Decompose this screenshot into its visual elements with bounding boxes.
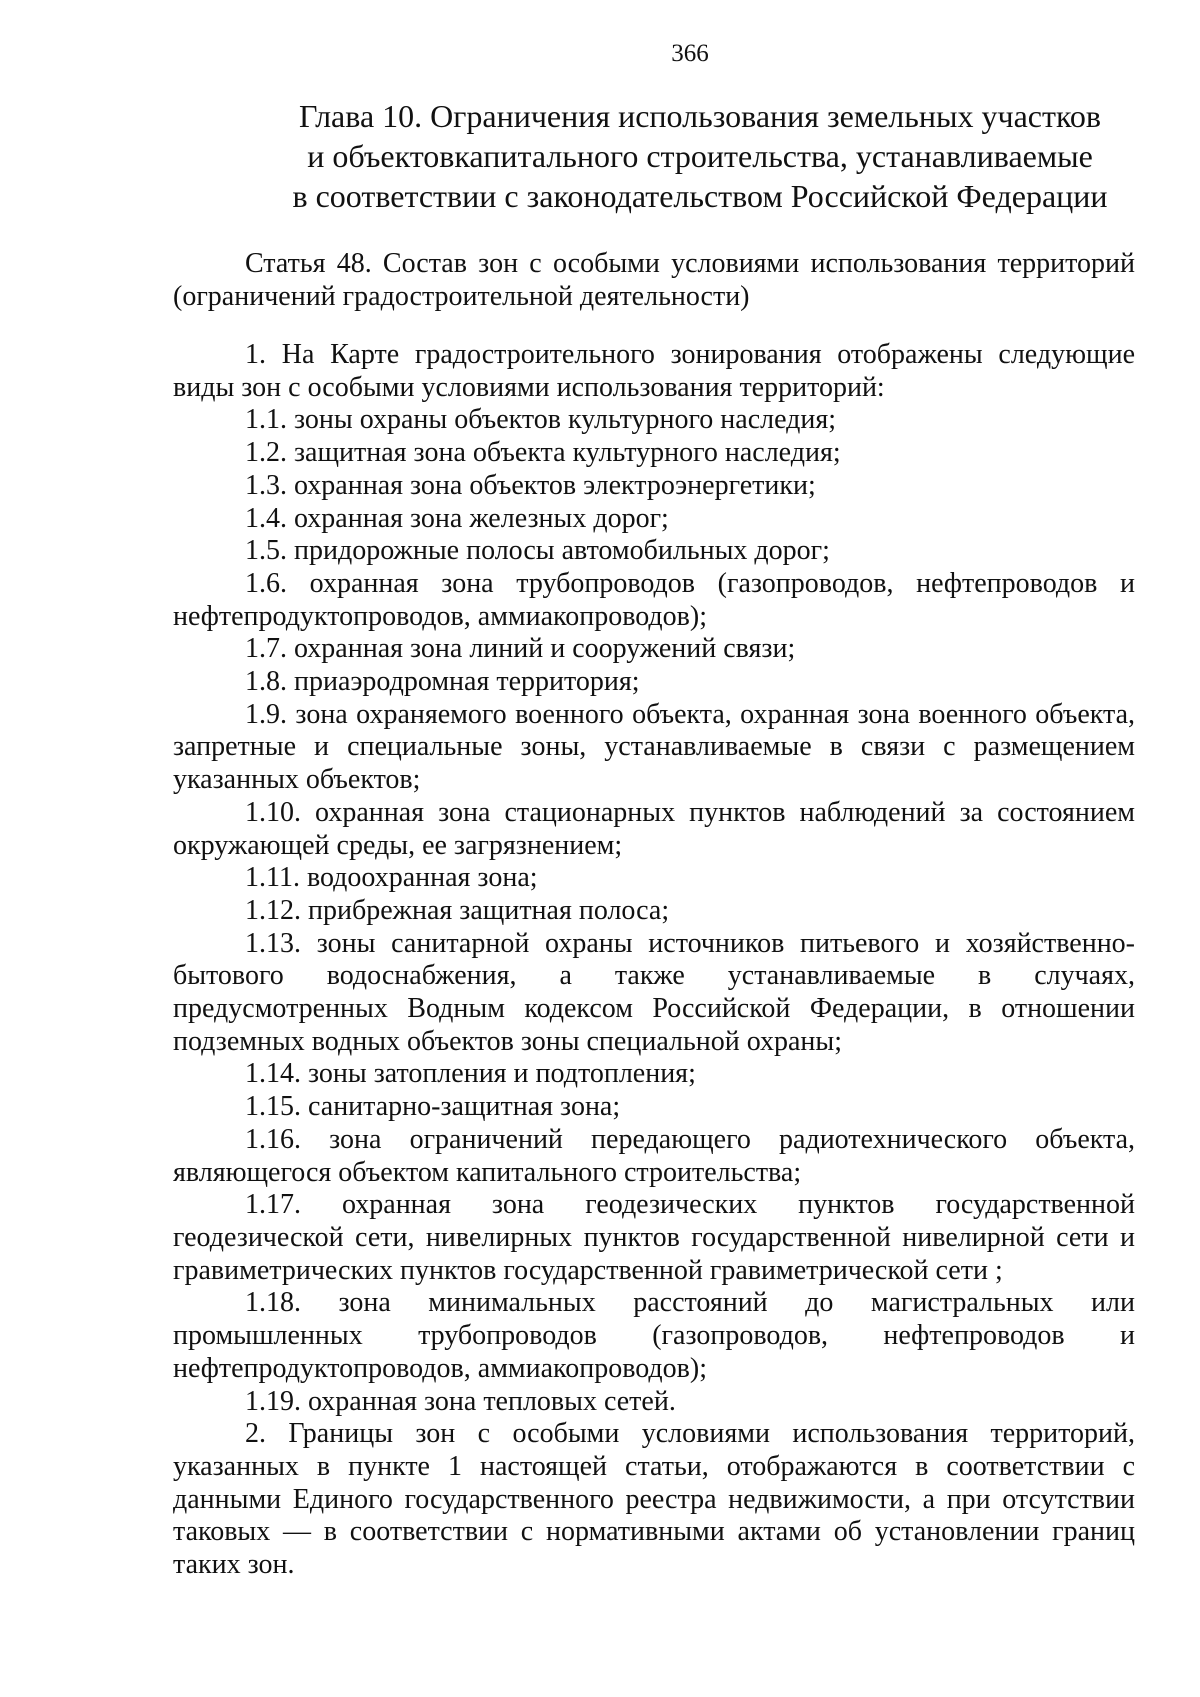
chapter-title-line: Глава 10. Ограничения использования земельных участков [298,98,1101,134]
article-title [173,247,1135,313]
chapter-title-line: и объектовкапитального строительства, устанавливаемые [307,138,1093,174]
list-item-1-5: 1.5. придорожные полосы автомобильных дорог; [245,535,830,567]
list-item-1-1: 1.1. зоны охраны объектов культурного наследия; [245,404,837,436]
list-item-1-12: 1.12. прибрежная защитная полоса; [245,894,670,926]
chapter-title [255,96,1145,216]
article-body [173,339,1135,1582]
list-item-1-14: 1.14. зоны затопления и подтопления; [245,1058,696,1090]
list-item-1-10: 1.10. охранная зона стационарных пунктов наблюдений за состоянием окружающей среды, ее загрязнением; [173,796,1135,861]
list-item-1-11: 1.11. водоохранная зона; [245,862,538,894]
list-item-1-2: 1.2. защитная зона объекта культурного наследия; [245,437,841,469]
article-title-text: Статья 48. Состав зон с особыми условиями использования территорий (ограничений градостроительной деятельности) [173,248,1135,312]
page-number: 366 [671,40,709,67]
list-item-1-19: 1.19. охранная зона тепловых сетей. [245,1385,676,1417]
paragraph-1: 1. На Карте градостроительного зонирования отображены следующие виды зон с особыми условиями использования территорий: [173,339,1135,403]
list-item-1-6: 1.6. охранная зона трубопроводов (газопроводов, нефтепроводов и нефтепродуктопроводов, аммиакопроводов); [173,567,1135,632]
list-item-1-4: 1.4. охранная зона железных дорог; [245,502,669,534]
list-item-1-7: 1.7. охранная зона линий и сооружений связи; [245,633,796,665]
list-item-1-9: 1.9. зона охраняемого военного объекта, охранная зона военного объекта, запретные и специальные зоны, устанавливаемые в связи с размещением указанных объектов; [173,698,1135,796]
list-item-1-16: 1.16. зона ограничений передающего радиотехнического объекта, являющегося объектом капитального строительства; [173,1123,1135,1188]
list-item-1-17: 1.17. охранная зона геодезических пунктов государственной геодезической сети, нивелирных пунктов государственной нивелирной сети и гравиметрических пунктов государственной гравиметрической сети ; [173,1189,1135,1286]
list-item-1-18: 1.18. зона минимальных расстояний до магистральных или промышленных трубопроводов (газопроводов, нефтепроводов и нефтепродуктопроводов, аммиакопроводов); [173,1287,1135,1384]
list-item-1-8: 1.8. приаэродромная территория; [245,666,640,698]
list-item-1-13: 1.13. зоны санитарной охраны источников питьевого и хозяйственно-бытового водоснабжения, а также устанавливаемые в случаях, предусмотренных Водным кодексом Российской Федерации, в отношении подземных водных объектов зоны специальной охраны; [173,927,1135,1057]
chapter-title-line: в соответствии с законодательством Российской Федерации [292,178,1108,214]
list-item-1-15: 1.15. санитарно-защитная зона; [245,1091,621,1123]
paragraph-2: 2. Границы зон с особыми условиями использования территорий, указанных в пункте 1 настоящей статьи, отображаются в соответствии с данными Единого государственного реестра недвижимости, а при отсутствии таковых — в соответствии с нормативными актами об установлении границ таких зон. [173,1418,1135,1581]
list-item-1-3: 1.3. охранная зона объектов электроэнергетики; [245,469,816,501]
